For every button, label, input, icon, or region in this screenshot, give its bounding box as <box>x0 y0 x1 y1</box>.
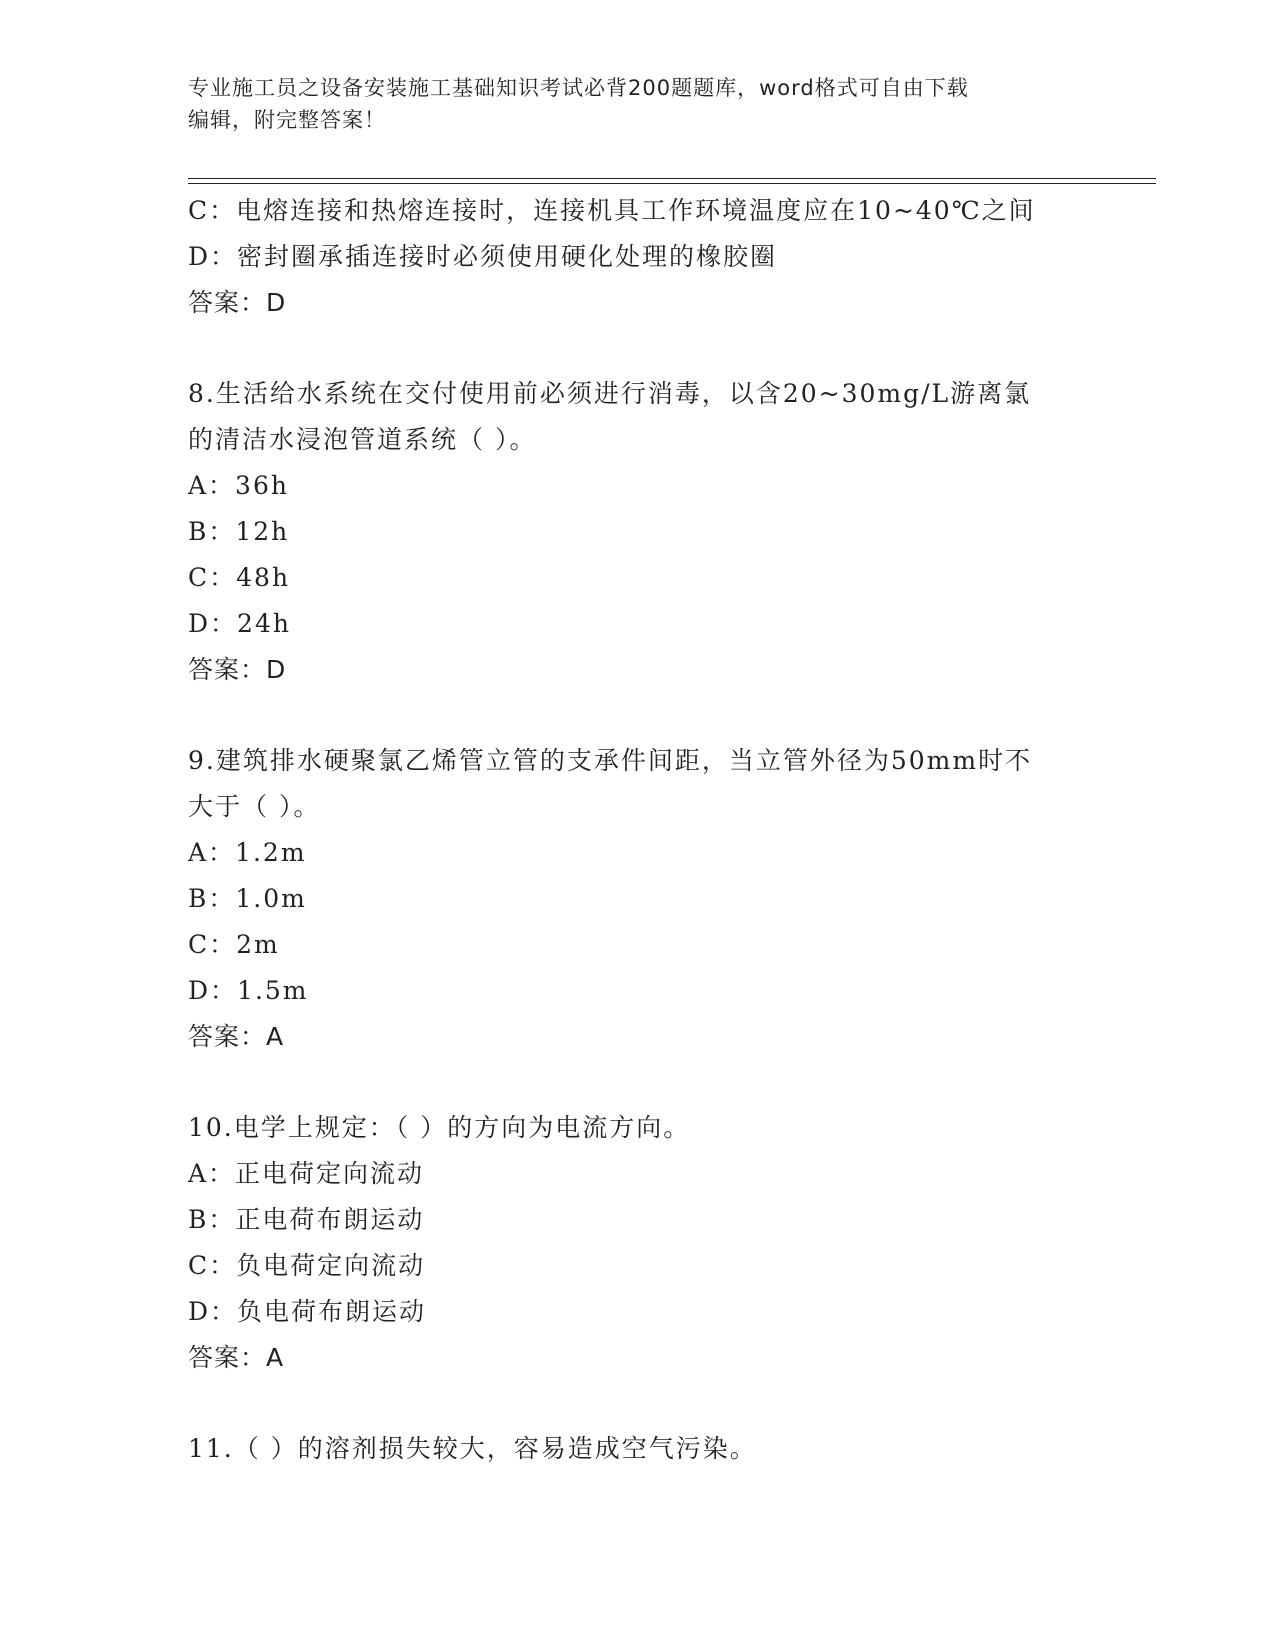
answer-line: 答案：A <box>188 1343 285 1372</box>
question-block-8 <box>188 371 1088 693</box>
question-content <box>188 188 1088 1472</box>
option-d: D：1.5m <box>188 976 309 1005</box>
spacer <box>188 693 1088 738</box>
option-d: D：24h <box>188 609 291 638</box>
question-stem-continued: 大于（ ）。 <box>188 792 321 821</box>
answer-line: 答案：A <box>188 1022 285 1051</box>
option-b: B：正电荷布朗运动 <box>188 1205 425 1234</box>
question-stem-continued: 的清洁水浸泡管道系统（ ）。 <box>188 425 537 454</box>
option-c: C：负电荷定向流动 <box>188 1251 426 1280</box>
header-title-line-1: 专业施工员之设备安装施工基础知识考试必背200题题库，word格式可自由下载 <box>188 76 969 100</box>
option-d: D：负电荷布朗运动 <box>188 1297 427 1326</box>
question-block-10 <box>188 1105 1088 1381</box>
option-c: C：48h <box>188 563 291 592</box>
question-stem: 10.电学上规定：（ ）的方向为电流方向。 <box>188 1113 691 1142</box>
option-c: C：2m <box>188 930 280 959</box>
question-stem: 11.（ ）的溶剂损失较大，容易造成空气污染。 <box>188 1434 757 1463</box>
question-block-11 <box>188 1426 1088 1472</box>
spacer <box>188 1060 1088 1105</box>
header-divider-top <box>188 178 1156 179</box>
option-c: C：电熔连接和热熔连接时，连接机具工作环境温度应在10~40℃之间 <box>188 196 1036 225</box>
option-a: A：1.2m <box>188 838 307 867</box>
header-divider-bottom <box>188 183 1156 184</box>
option-b: B：12h <box>188 517 290 546</box>
question-block-7 <box>188 188 1088 326</box>
option-a: A：36h <box>188 471 289 500</box>
option-b: B：1.0m <box>188 884 307 913</box>
question-stem: 9.建筑排水硬聚氯乙烯管立管的支承件间距，当立管外径为50mm时不 <box>188 746 1033 775</box>
header-title-line-2: 编辑，附完整答案！ <box>188 108 386 132</box>
document-header <box>188 72 1088 136</box>
question-stem: 8.生活给水系统在交付使用前必须进行消毒，以含20~30mg/L游离氯 <box>188 379 1032 408</box>
spacer <box>188 1381 1088 1426</box>
option-a: A：正电荷定向流动 <box>188 1159 425 1188</box>
option-d: D：密封圈承插连接时必须使用硬化处理的橡胶圈 <box>188 242 778 271</box>
answer-line: 答案：D <box>188 288 287 317</box>
spacer <box>188 326 1088 371</box>
answer-line: 答案：D <box>188 655 287 684</box>
question-block-9 <box>188 738 1088 1060</box>
